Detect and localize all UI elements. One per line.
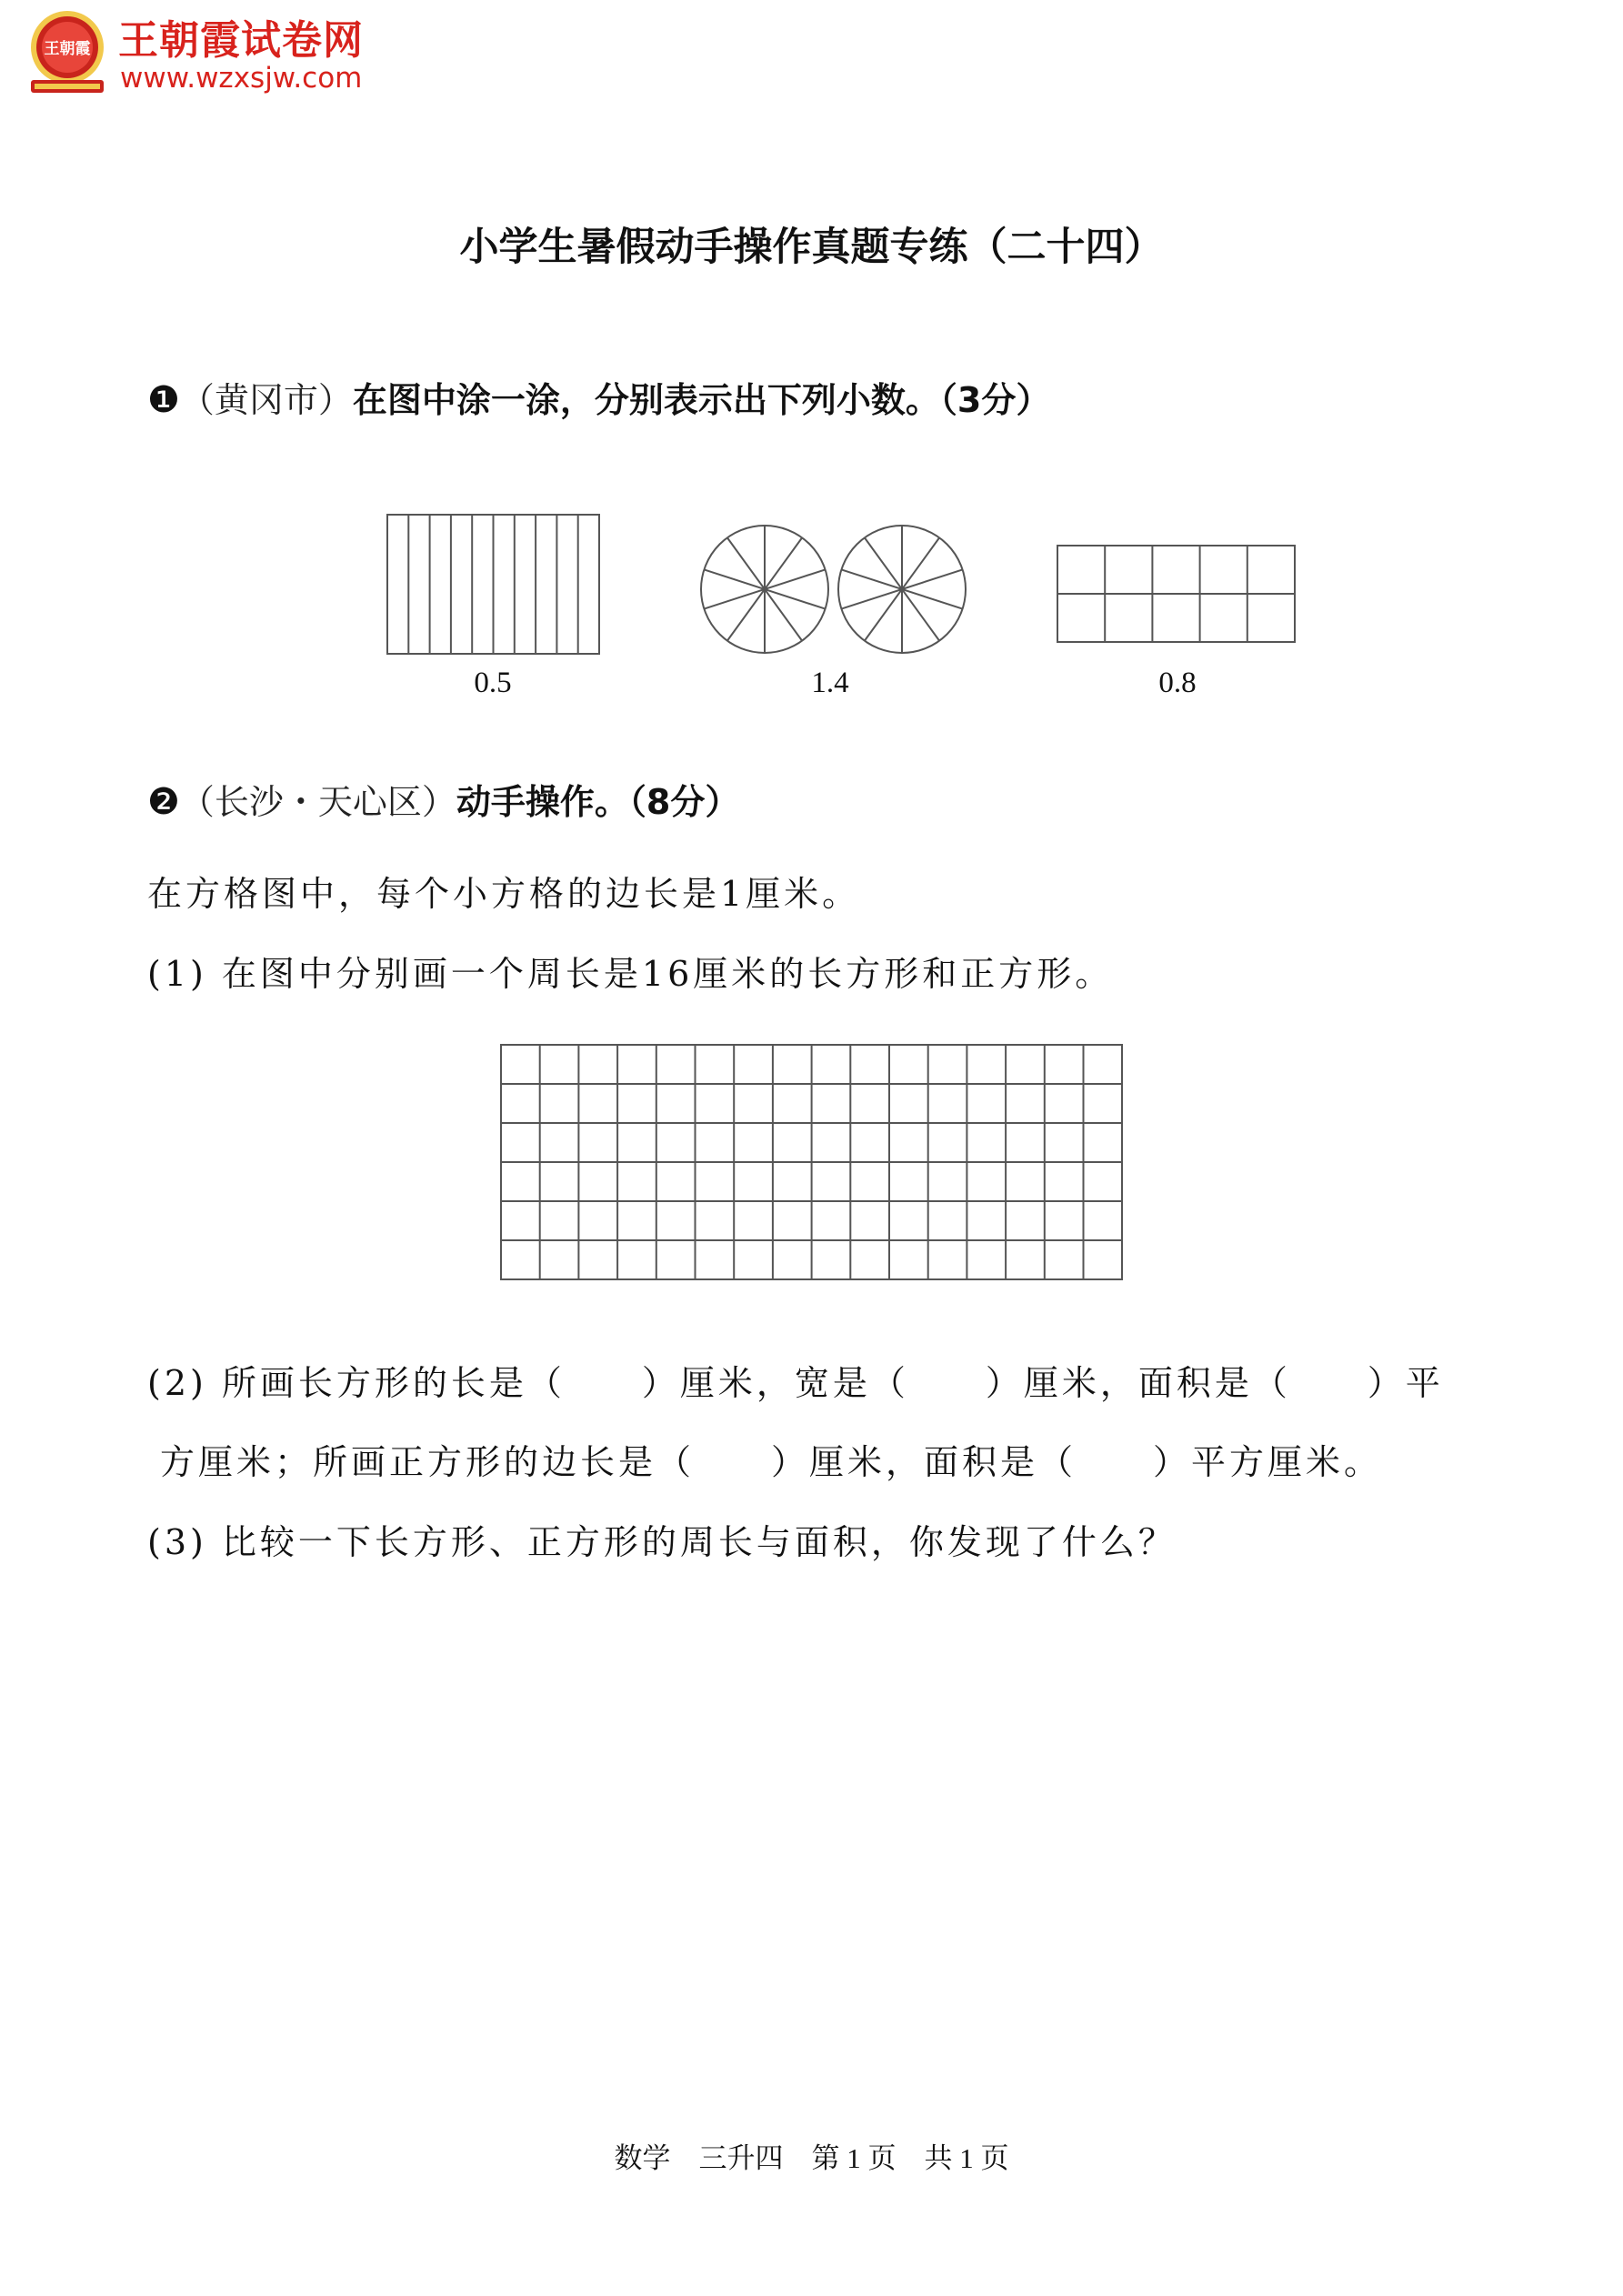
question-1-prompt: 在图中涂一涂，分别表示出下列小数。（3分） (352, 380, 1051, 420)
question-2-intro: 在方格图中，每个小方格的边长是1厘米。 (147, 874, 861, 914)
figure-grid-2x5[interactable] (1057, 545, 1297, 645)
svg-text:王朝霞: 王朝霞 (44, 40, 91, 58)
question-1-source: （黄冈市） (179, 380, 353, 420)
figure-label-0-5: 0.5 (474, 667, 512, 699)
brand-logo-icon (25, 7, 109, 98)
figure-label-0-8: 0.8 (1158, 667, 1197, 699)
page-footer: 数学 三升四 第 1 页 共 1 页 (614, 2142, 1009, 2174)
question-2-header (147, 781, 740, 823)
question-1-header (147, 379, 1051, 421)
question-1-number: ❶ (147, 379, 180, 421)
figure-rectangle-strips[interactable] (386, 514, 601, 656)
figure-label-1-4: 1.4 (811, 667, 849, 699)
figure-two-circles[interactable] (697, 523, 970, 656)
question-2-part-2-line-2: 方厘米；所画正方形的边长是（ ）厘米，面积是（ ）平方厘米。 (160, 1442, 1383, 1482)
question-2-number: ❷ (147, 781, 180, 823)
question-2-source: （长沙・天心区） (179, 782, 456, 822)
brand-url[interactable]: www.wzxsjw.com (120, 62, 363, 95)
page-title: 小学生暑假动手操作真题专练（二十四） (459, 225, 1164, 270)
question-2-prompt: 动手操作。（8分） (456, 782, 740, 822)
question-2-part-1: (1) 在图中分别画一个周长是16厘米的长方形和正方形。 (147, 954, 1114, 994)
drawing-grid-6x16[interactable] (500, 1044, 1124, 1281)
question-2-part-2-line-1: (2) 所画长方形的长是（ ）厘米，宽是（ ）厘米，面积是（ ）平 (147, 1363, 1444, 1403)
brand-name: 王朝霞试卷网 (118, 17, 364, 64)
question-2-part-3: (3) 比较一下长方形、正方形的周长与面积，你发现了什么？ (147, 1522, 1177, 1562)
